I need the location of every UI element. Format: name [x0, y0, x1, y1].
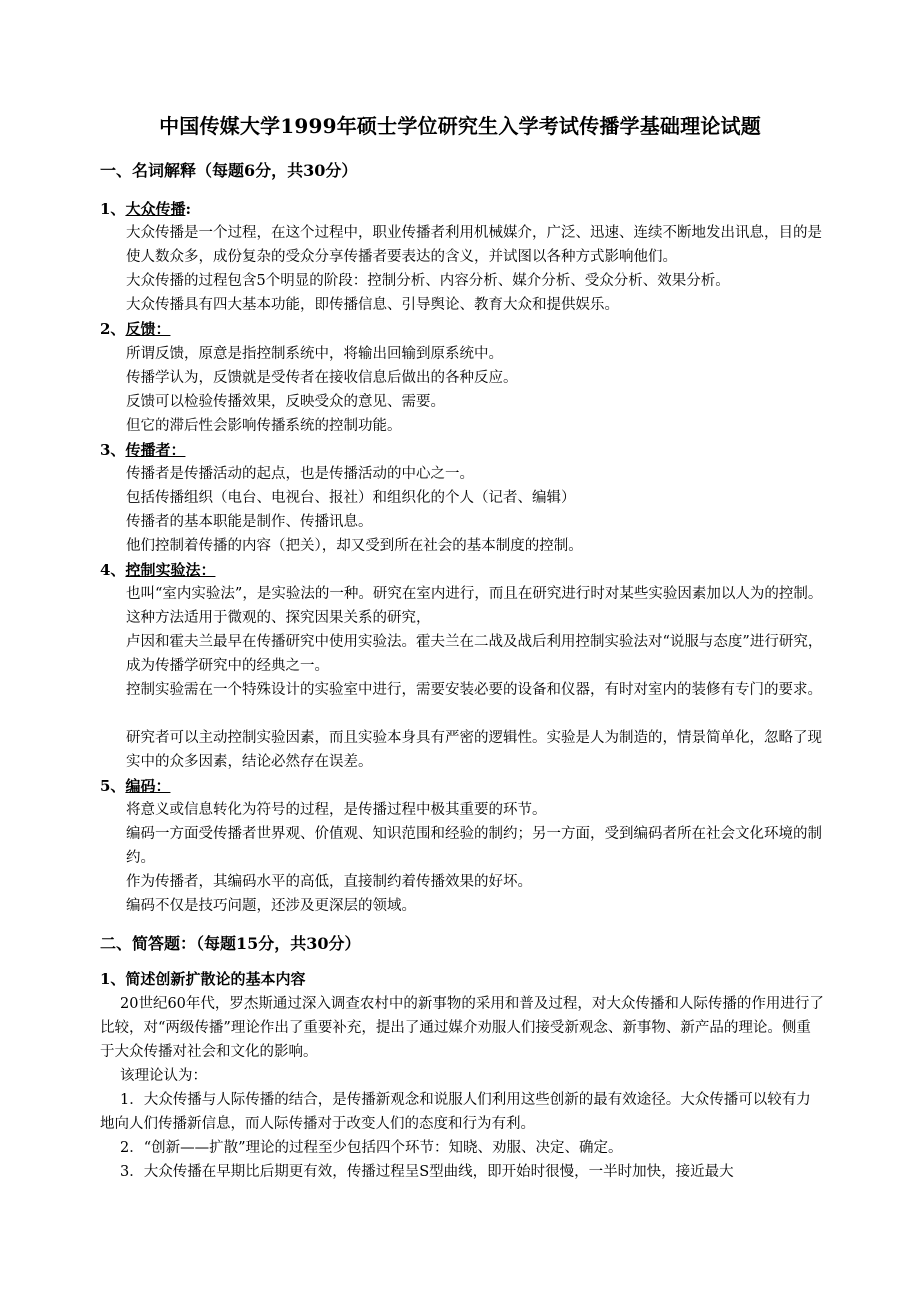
term-5-paragraph-2: 编码一方面受传播者世界观、价值观、知识范围和经验的制约；另一方面，受到编码者所在社会文化环境的制约。: [126, 826, 822, 866]
term-heading-2: 2、反馈：: [100, 320, 171, 338]
term-1-paragraph-3: 大众传播具有四大基本功能，即传播信息、引导舆论、教育大众和提供娱乐。: [126, 297, 619, 313]
term-heading-5: 5、编码：: [100, 777, 171, 795]
section2-heading: 二、简答题：（每题15分，共30分）: [100, 934, 361, 953]
question-1-paragraph-4: 2．“创新——扩散”理论的过程至少包括四个环节：知晓、劝服、决定、确定。: [120, 1140, 623, 1156]
term-3-paragraph-2: 包括传播组织（电台、电视台、报社）和组织化的个人（记者、编辑）: [126, 490, 576, 506]
term-3-paragraph-1: 传播者是传播活动的起点，也是传播活动的中心之一。: [126, 466, 474, 482]
term-heading-1: 1、大众传播:: [100, 200, 191, 218]
term-heading-3: 3、传播者：: [100, 441, 186, 459]
question-1-paragraph-5: 3．大众传播在早期比后期更有效，传播过程呈S型曲线，即开始时很慢，一半时加快，接近最大: [120, 1164, 734, 1180]
term-2-paragraph-1: 所谓反馈，原意是指控制系统中，将输出回输到原系统中。: [126, 346, 503, 362]
term-4-paragraph-1: 也叫“室内实验法”，是实验法的一种。研究在室内进行，而且在研究进行时对某些实验因素加以人为的控制。这种方法适用于微观的、探究因果关系的研究，: [126, 586, 823, 626]
term-4-paragraph-2: 卢因和霍夫兰最早在传播研究中使用实验法。霍夫兰在二战及战后利用控制实验法对“说服与态度”进行研究，成为传播学研究中的经典之一。: [126, 634, 823, 674]
question-1-paragraph-2: 该理论认为：: [120, 1068, 207, 1084]
term-4-paragraph-3: 控制实验需在一个特殊设计的实验室中进行，需要安装必要的设备和仪器，有时对室内的装修有专门的要求。: [126, 682, 822, 698]
term-5-paragraph-1: 将意义或信息转化为符号的过程，是传播过程中极其重要的环节。: [126, 802, 547, 818]
question-1-title: 1、简述创新扩散论的基本内容: [100, 970, 306, 988]
term-2-paragraph-2: 传播学认为，反馈就是受传者在接收信息后做出的各种反应。: [126, 370, 518, 386]
term-1-paragraph-2: 大众传播的过程包含5个明显的阶段：控制分析、内容分析、媒介分析、受众分析、效果分析。: [126, 273, 730, 289]
term-1-paragraph-1: 大众传播是一个过程，在这个过程中，职业传播者利用机械媒介，广泛、迅速、连续不断地发出讯息，目的是使人数众多，成份复杂的受众分享传播者要表达的含义，并试图以各种方式影响他们。: [126, 225, 822, 265]
section1-heading: 一、名词解释（每题6分，共30分）: [100, 161, 358, 180]
question-1-paragraph-1: 20世纪60年代，罗杰斯通过深入调查农村中的新事物的采用和普及过程，对大众传播和人际传播的作用进行了比较，对“两级传播”理论作出了重要补充，提出了通过媒介劝服人们接受新观念、新事物、新产品的理论。侧重于大众传播对社会和文化的影响。: [100, 996, 824, 1060]
term-3-paragraph-3: 传播者的基本职能是制作、传播讯息。: [126, 514, 373, 530]
question-1-paragraph-3: 1．大众传播与人际传播的结合，是传播新观念和说服人们利用这些创新的最有效途径。大众传播可以较有力地向人们传播新信息，而人际传播对于改变人们的态度和行为有利。: [100, 1092, 811, 1132]
term-5-paragraph-3: 作为传播者，其编码水平的高低，直接制约着传播效果的好坏。: [126, 874, 532, 890]
term-5-paragraph-4: 编码不仅是技巧问题，还涉及更深层的领域。: [126, 898, 416, 914]
term-3-paragraph-4: 他们控制着传播的内容（把关），却又受到所在社会的基本制度的控制。: [126, 538, 583, 554]
term-4-paragraph-4: 研究者可以主动控制实验因素，而且实验本身具有严密的逻辑性。实验是人为制造的，情景简单化，忽略了现实中的众多因素，结论必然存在误差。: [126, 730, 822, 770]
term-heading-4: 4、控制实验法：: [100, 561, 216, 579]
term-2-paragraph-3: 反馈可以检验传播效果，反映受众的意见、需要。: [126, 394, 445, 410]
document-title: 中国传媒大学1999年硕士学位研究生入学考试传播学基础理论试题: [159, 114, 761, 138]
term-2-paragraph-4: 但它的滞后性会影响传播系统的控制功能。: [126, 418, 402, 434]
